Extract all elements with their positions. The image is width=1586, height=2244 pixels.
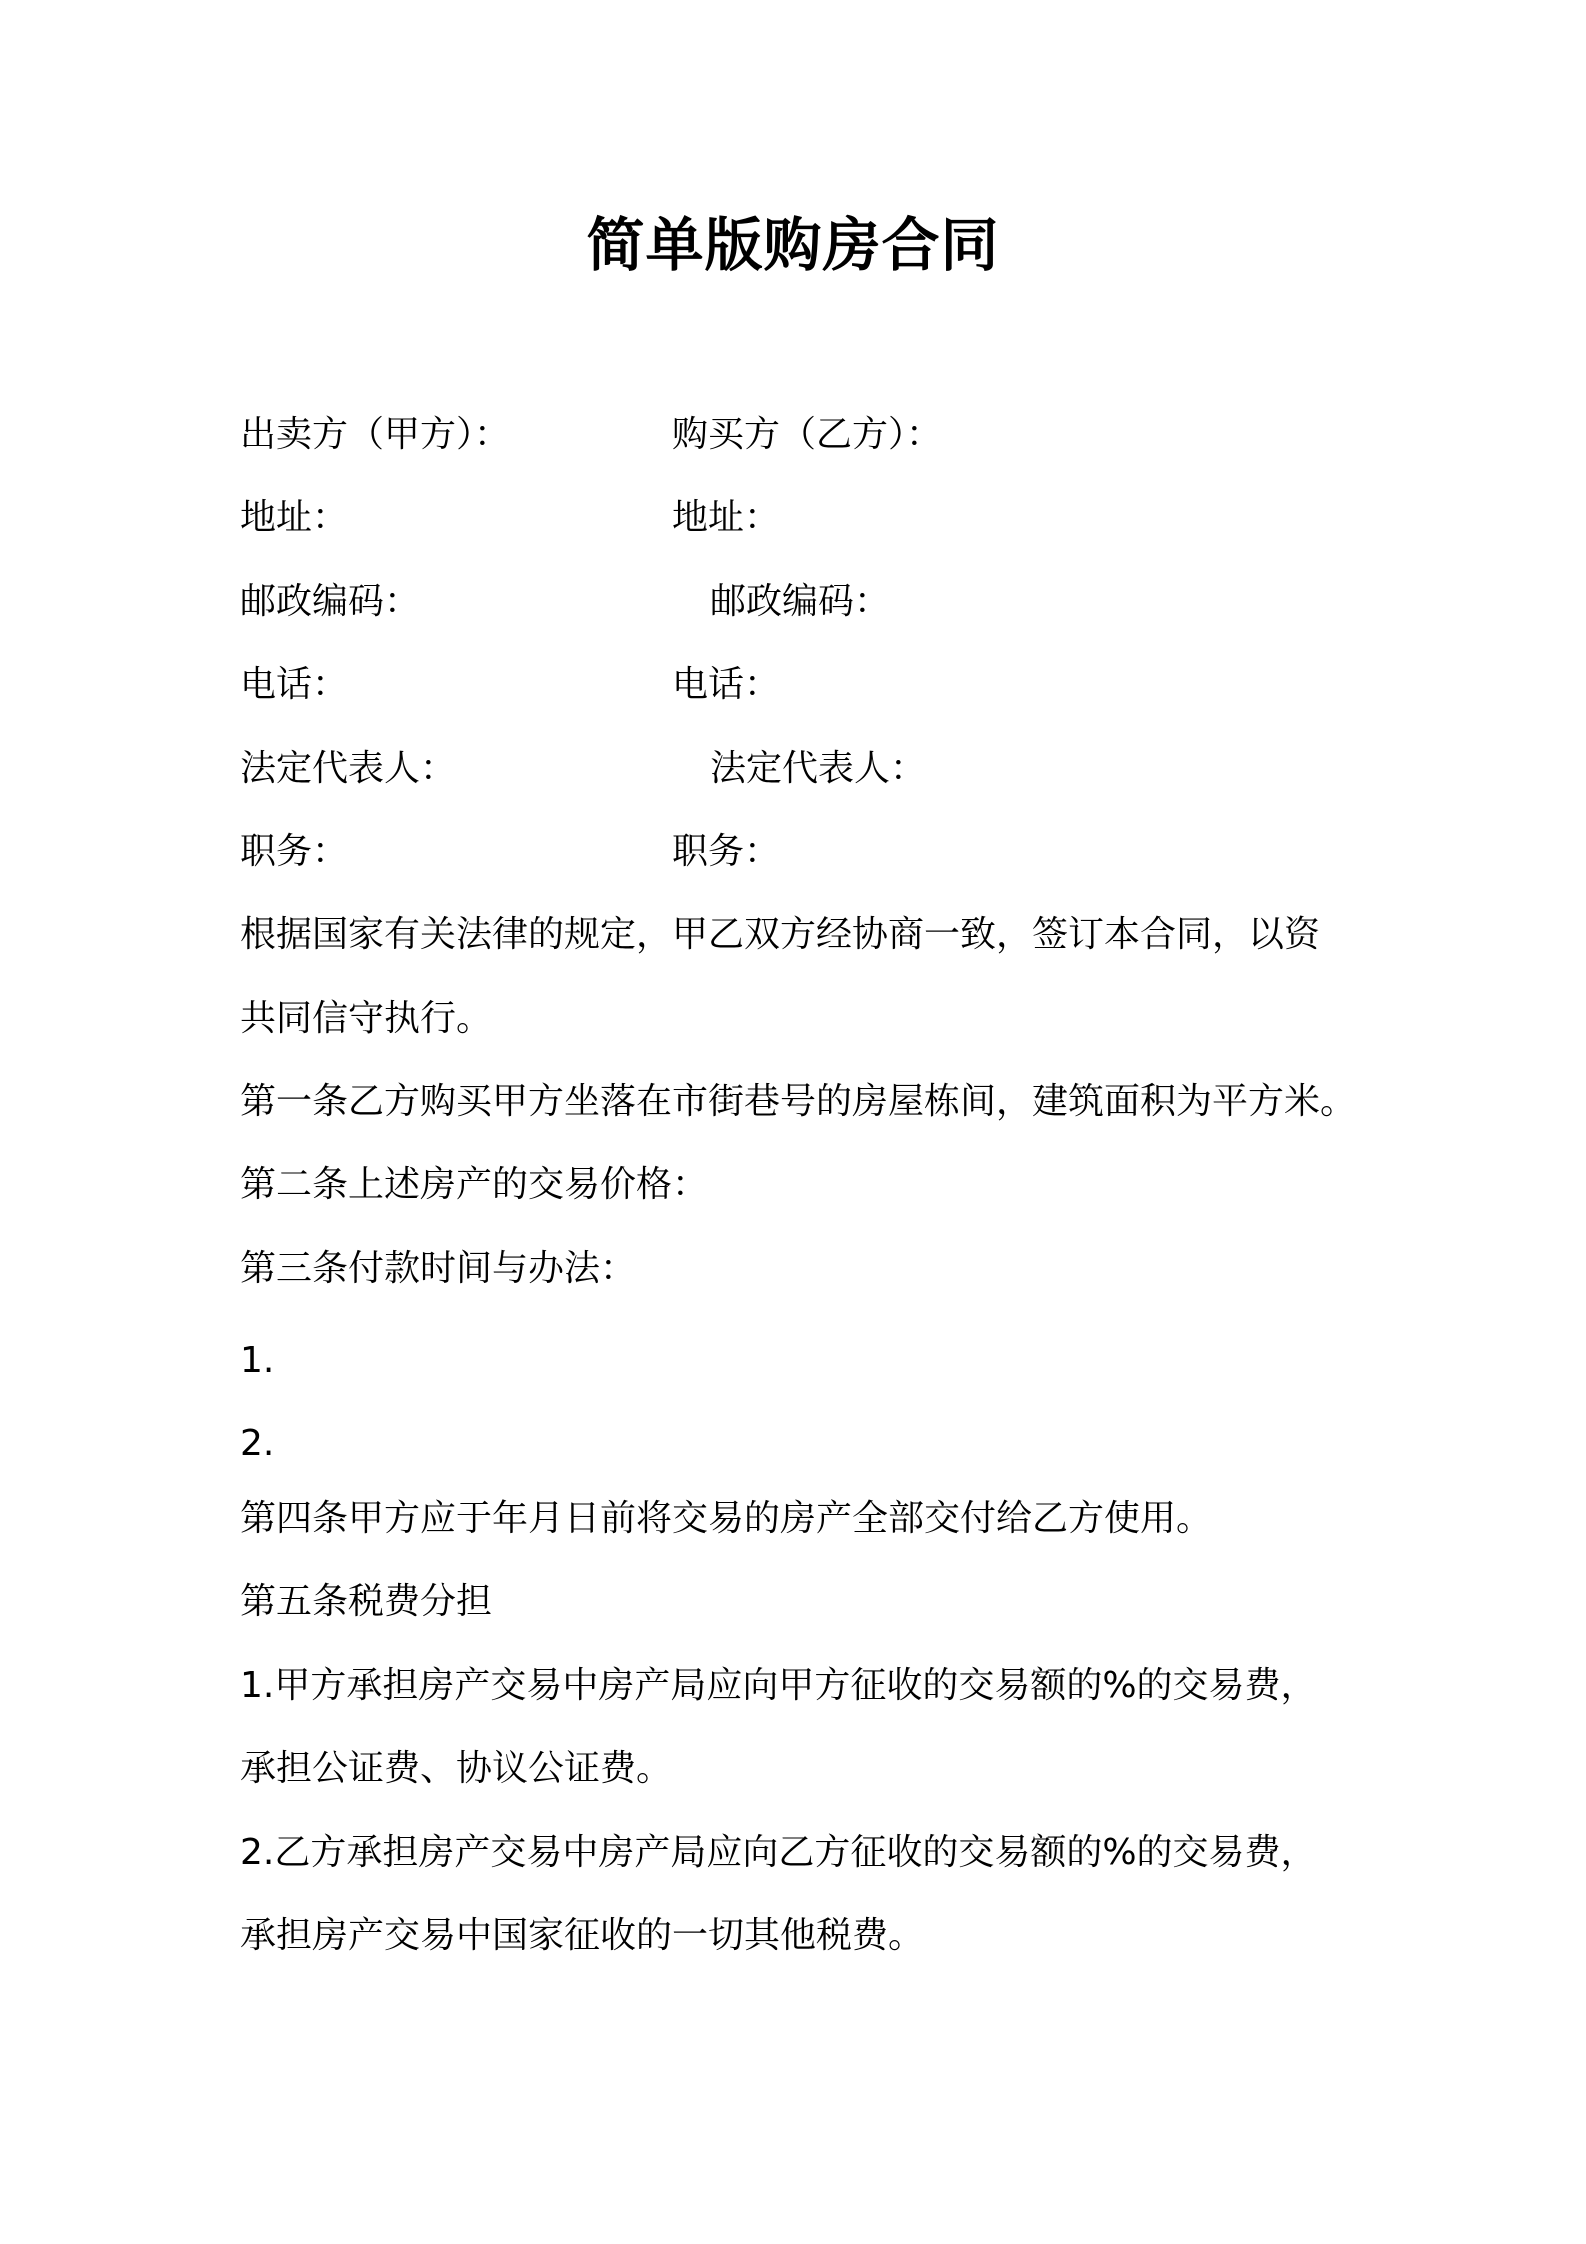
intro-paragraph-line-1: 根据国家有关法律的规定，甲乙双方经协商一致，签订本合同，以资 (240, 914, 1321, 955)
seller-postcode: 邮政编码： (240, 581, 421, 622)
article-5-item-1-line-2: 承担公证费、协议公证费。 (240, 1748, 673, 1789)
seller-address: 地址： (240, 497, 349, 538)
buyer-representative: 法定代表人： (710, 748, 927, 789)
article-5: 第五条税费分担 (240, 1581, 493, 1622)
seller-representative: 法定代表人： (240, 748, 457, 789)
article-2: 第二条上述房产的交易价格： (240, 1164, 709, 1205)
article-3: 第三条付款时间与办法： (240, 1248, 637, 1289)
buyer-position: 职务： (672, 831, 781, 872)
document-title: 简单版购房合同 (586, 211, 1000, 279)
buyer-postcode: 邮政编码： (710, 581, 891, 622)
seller-position: 职务： (240, 831, 349, 872)
seller-label: 出卖方（甲方）： (240, 414, 511, 455)
buyer-address: 地址： (672, 497, 781, 538)
article-5-item-2-line-1: 2.乙方承担房产交易中房产局应向乙方征收的交易额的%的交易费， (240, 1832, 1317, 1873)
article-4: 第四条甲方应于年月日前将交易的房产全部交付给乙方使用。 (240, 1498, 1213, 1539)
seller-phone: 电话： (240, 664, 349, 705)
article-5-item-2-line-2: 承担房产交易中国家征收的一切其他税费。 (240, 1915, 925, 1956)
buyer-phone: 电话： (672, 664, 781, 705)
article-5-item-1-line-1: 1.甲方承担房产交易中房产局应向甲方征收的交易额的%的交易费， (240, 1665, 1317, 1706)
article-3-item-1: 1. (240, 1340, 275, 1381)
article-3-item-2: 2. (240, 1423, 275, 1464)
intro-paragraph-line-2: 共同信守执行。 (240, 998, 493, 1039)
article-1: 第一条乙方购买甲方坐落在市街巷号的房屋栋间，建筑面积为平方米。 (240, 1081, 1357, 1122)
buyer-label: 购买方（乙方）： (672, 414, 943, 455)
